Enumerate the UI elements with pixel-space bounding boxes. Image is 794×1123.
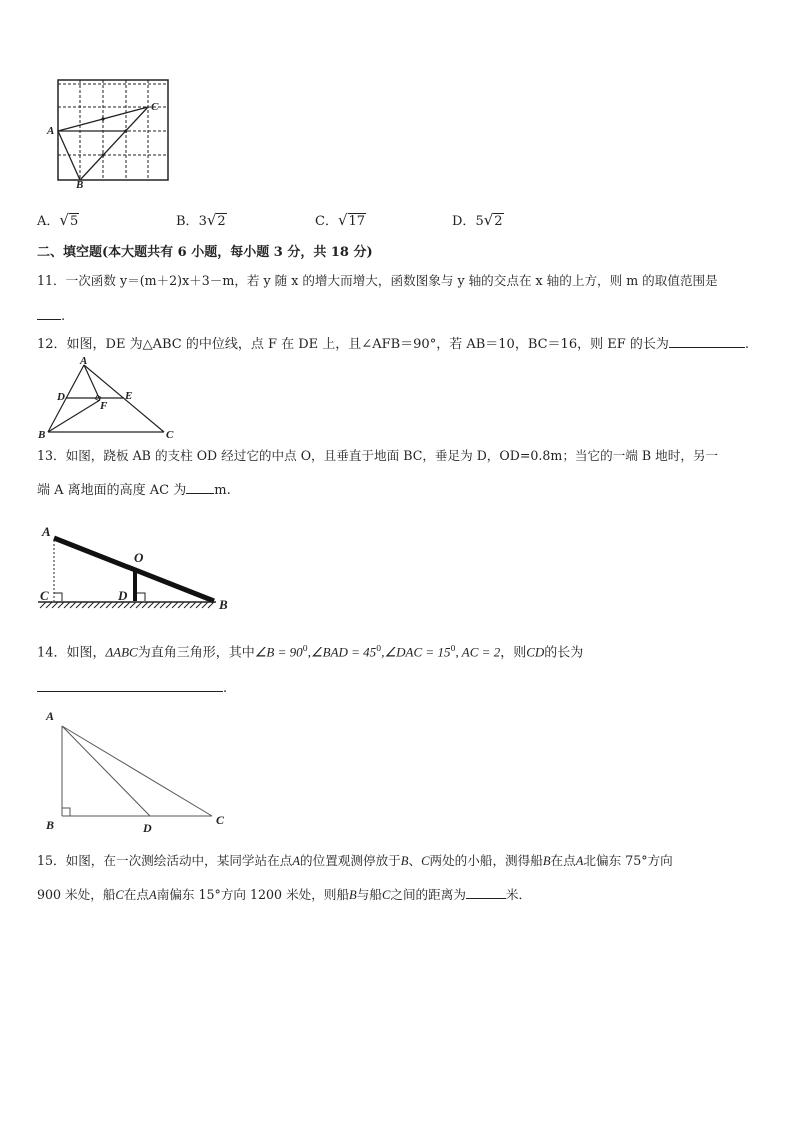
grid-dashed-lines [58, 80, 168, 180]
q14-text: 14．如图，ΔABC为直角三角形，其中∠B = $90^0,\angle BAD$ = $45^0,\angle DAC = 15^0$, AC = 2，则CD的长为 [37, 644, 584, 661]
q12-text: 12．如图，DE 为△ABC 的中位线，点 F 在 DE 上，且∠AFB＝90°，若 AB＝10，BC＝16，则 EF 的长为 . [37, 333, 749, 354]
q14-answer-blank [37, 677, 223, 692]
label-A: A [47, 125, 55, 137]
q10-option-b[interactable]: B．3√2 [176, 211, 226, 229]
sqrt-symbol: √ [483, 211, 494, 229]
q11-text: 11．一次函数 y＝(m＋2)x＋3－m，若 y 随 x 的增大而增大，函数图象与 y 轴的交点在 x 轴的上方，则 m 的取值范围是 [37, 273, 718, 288]
label-F: F [100, 400, 108, 412]
label-C: C [40, 588, 49, 603]
label-B: B [219, 597, 228, 612]
sqrt-symbol: √ [206, 211, 217, 229]
q12-triangle-figure [36, 356, 186, 442]
label-D: D [143, 821, 152, 835]
q13-answer-blank[interactable] [186, 479, 214, 494]
label-B: B [38, 429, 46, 441]
label-A: A [42, 524, 51, 539]
label-A: A [80, 356, 88, 367]
q13-text-line2: 端 A 离地面的高度 AC 为 m. [37, 479, 231, 500]
q10-option-d[interactable]: D．5√2 [452, 211, 503, 229]
q14-triangle-figure [40, 706, 240, 836]
q13-text-line1: 13．如图，跷板 AB 的支柱 OD 经过它的中点 O，且垂直于地面 BC，垂足为 D，OD=0.8m；当它的一端 B 地时，另一 [37, 448, 719, 463]
label-E: E [125, 390, 133, 402]
label-C: C [166, 429, 174, 441]
label-D: D [118, 588, 128, 603]
q14-answer-line[interactable]: . [37, 677, 227, 698]
label-A: A [46, 709, 55, 723]
sqrt-symbol: √ [337, 211, 348, 229]
label-O: O [134, 550, 144, 565]
sqrt-symbol: √ [59, 211, 69, 229]
label-B: B [46, 818, 55, 832]
q10-grid-figure [40, 76, 180, 188]
q11-answer-line[interactable]: . [37, 305, 65, 326]
q10-option-c[interactable]: C．√17 [315, 211, 366, 229]
label-B: B [76, 179, 84, 188]
q15-answer-blank[interactable] [466, 884, 506, 899]
label-D: D [57, 391, 65, 403]
section-heading: 二、填空题(本大题共有 6 小题，每小题 3 分，共 18 分) [37, 245, 373, 260]
q15-text-line1: 15．如图，在一次测绘活动中，某同学站在点A的位置观测停放于B、C两处的小船，测得船B在点A北偏东 75°方向 [37, 853, 673, 868]
q11-answer-blank [37, 305, 61, 320]
label-C: C [216, 813, 225, 827]
q10-option-a[interactable]: A．√5 [37, 211, 79, 229]
q13-seesaw-figure [34, 520, 240, 615]
q15-text-line2: 900 米处，船C在点A南偏东 15°方向 1200 米处，则船B与船C之间的距离为 米． [37, 884, 531, 904]
grid-border [58, 80, 168, 180]
q12-answer-blank[interactable] [669, 333, 745, 348]
label-C: C [151, 101, 159, 113]
